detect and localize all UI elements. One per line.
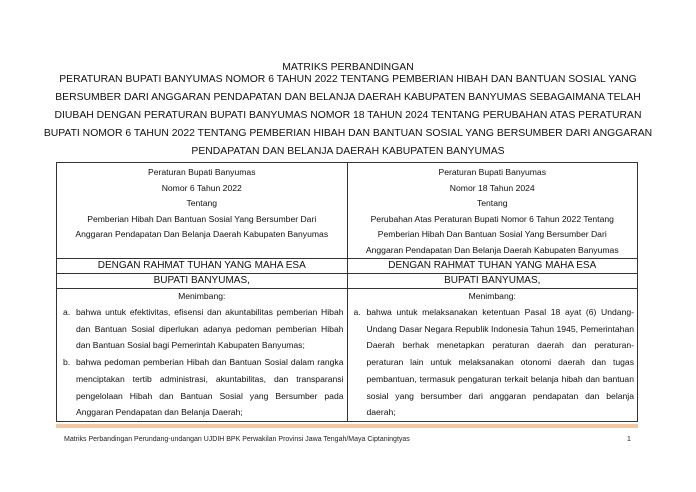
left-header-line: Anggaran Pendapatan Dan Belanja Daerah Kabupaten Banyumas — [75, 229, 329, 239]
page-number: 1 — [627, 436, 631, 443]
item-text: bahwa pedoman pemberian Hibah dan Bantuan Sosial dalam rangka menciptakan tertib administrasi, akuntabilitas, dan transparansi pengelolaan Hibah dan Bantuan Sosial yang Bersumber pada Anggaran Pendapatan dan Belanja Daerah; — [76, 357, 344, 418]
left-bupati-text: BUPATI BANYUMAS, — [153, 275, 250, 286]
right-header-line: Anggaran Pendapatan Dan Belanja Daerah Kabupaten Banyumas — [365, 244, 619, 255]
list-item — [348, 304, 638, 421]
right-header-line: Nomor 18 Tahun 2024 — [449, 182, 535, 193]
footer-text: Matriks Perbandingan Perundang-undangan UJDIH BPK Perwakilan Provinsi Jawa Tengah/Maya Ciptaningtyas — [64, 436, 410, 443]
left-menimbang: Menimbang: — [178, 291, 226, 301]
table-row — [57, 259, 638, 274]
comparison-table — [56, 162, 638, 422]
right-header-line: Peraturan Bupati Banyumas — [438, 167, 546, 177]
right-menimbang: Menimbang: — [468, 291, 516, 301]
item-label: a. — [63, 307, 71, 317]
right-opening — [347, 259, 638, 274]
item-text: bahwa untuk efektivitas, efisensi dan akuntabilitas pemberian Hibah dan Bantuan Sosial diperlukan adanya pedoman pemberian Hibah dan Bantuan Sosial bagi Pemerintah Kabupaten Banyumas; — [76, 307, 344, 351]
right-header-line: Perubahan Atas Peraturan Bupati Nomor 6 Tahun 2022 Tentang — [370, 213, 614, 224]
left-considerations — [57, 289, 348, 422]
list-item — [57, 304, 347, 354]
left-header-line: Nomor 6 Tahun 2022 — [161, 182, 242, 193]
footer-rule — [56, 424, 638, 428]
document-title: MATRIKS PERBANDINGAN — [282, 62, 414, 73]
item-label: a. — [353, 307, 361, 317]
document-subtitle: PERATURAN BUPATI BANYUMAS NOMOR 6 TAHUN 2022 TENTANG PEMBERIAN HIBAH DAN BANTUAN SOSIAL YANG BERSUMBER DARI ANGGARAN PENDAPATAN DAN BELANJA DAERAH KABUPATEN BANYUMAS SEBAGAIMANA TELAH DIUBAH DENGAN PERATURAN BUPATI BANYUMAS NOMOR 18 TAHUN 2024 TENTANG PERUBAHAN ATAS PERATURAN BUPATI NOMOR 6 TAHUN 2022 TENTANG PEMBERIAN HIBAH DAN BANTUAN SOSIAL YANG BERSUMBER DARI ANGGARAN PENDAPATAN DAN BELANJA DAERAH KABUPATEN BANYUMAS — [43, 74, 653, 157]
left-header-line: Pemberian Hibah Dan Bantuan Sosial Yang Bersumber Dari — [87, 213, 317, 224]
right-bupati — [347, 274, 638, 289]
list-item — [57, 354, 347, 421]
right-considerations — [347, 289, 638, 422]
left-opening — [57, 259, 348, 274]
right-header-line: Tentang — [476, 198, 508, 208]
table-row — [57, 163, 638, 259]
table-row — [57, 289, 638, 422]
right-header-line: Pemberian Hibah Dan Bantuan Sosial Yang Bersumber Dari — [377, 229, 607, 239]
right-opening-text: DENGAN RAHMAT TUHAN YANG MAHA ESA — [388, 260, 597, 271]
left-bupati — [57, 274, 348, 289]
table-row — [57, 274, 638, 289]
right-regulation-header — [347, 163, 638, 259]
item-label: b. — [63, 357, 71, 368]
left-header-line: Tentang — [186, 198, 218, 208]
left-regulation-header — [57, 163, 348, 259]
left-header-line: Peraturan Bupati Banyumas — [148, 167, 256, 177]
left-opening-text: DENGAN RAHMAT TUHAN YANG MAHA ESA — [97, 260, 306, 271]
item-text: bahwa untuk melaksanakan ketentuan Pasal 18 ayat (6) Undang-Undang Dasar Negara Republik Indonesia Tahun 1945, Pemerintahan Daerah berhak menetapkan peraturan daerah dan peraturan-peraturan lain untuk melaksanakan otonomi daerah dan tugas pembantuan, termasuk pengaturan terkait belanja hibah dan bantuan sosial yang bersumber dari anggaran pendapatan dan belanja daerah; — [366, 307, 634, 418]
right-bupati-text: BUPATI BANYUMAS, — [444, 275, 541, 286]
